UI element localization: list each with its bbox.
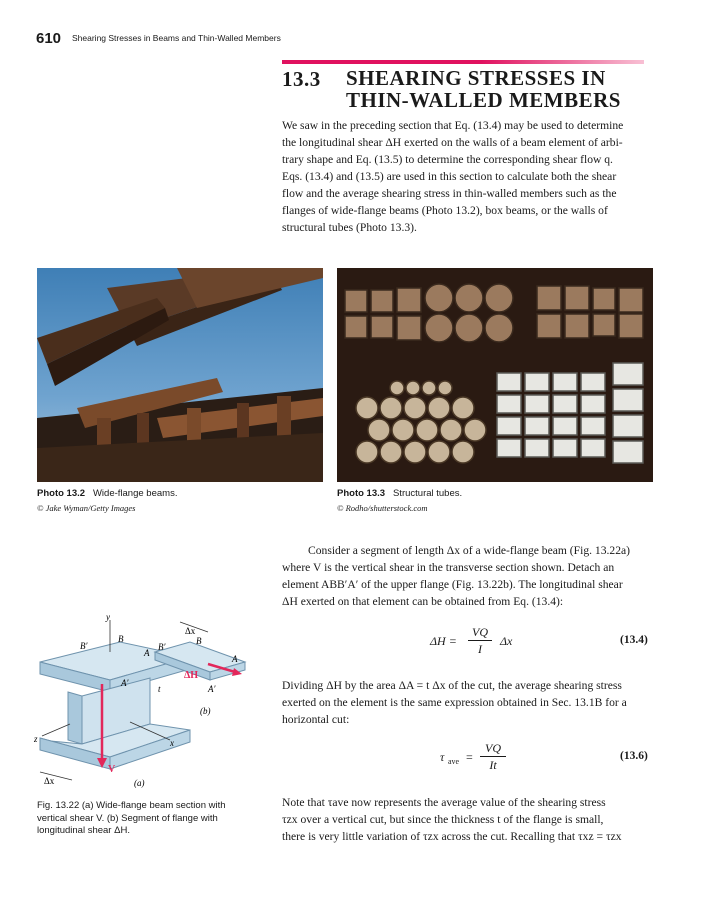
label-b-A: A — [232, 654, 238, 664]
label-dx: Δx — [44, 776, 55, 786]
page-number: 610 — [36, 30, 62, 47]
section-rule — [282, 60, 644, 64]
label-dH: ΔH — [184, 670, 199, 681]
eq-lhs: ΔH = — [430, 634, 457, 648]
text-line: Dividing ΔH by the area ΔA = t Δx of the cut, the average shearing stress — [282, 679, 622, 692]
label-b-Bp: B′ — [158, 642, 166, 652]
caption-line: vertical shear V. (b) Segment of flange with — [37, 812, 218, 824]
paragraph-4 — [282, 794, 654, 845]
eq-denominator: It — [489, 758, 497, 772]
section-number: 13.3 — [282, 67, 321, 91]
photo-wide-flange-beams — [37, 268, 323, 482]
photo-structural-tubes — [337, 268, 653, 482]
photo-13-2-credit: © Jake Wyman/Getty Images — [37, 503, 136, 513]
label-a: (a) — [134, 778, 145, 788]
label-b-Ap: A′ — [208, 684, 216, 694]
figure-caption — [37, 800, 277, 838]
photo-13-3-credit: © Rodho/shutterstock.com — [337, 503, 428, 513]
text-line: τzx over a vertical cut, but since the thickness t of the flange is small, — [282, 813, 604, 826]
label-B: B — [118, 634, 124, 644]
caption-line: longitudinal shear ΔH. — [37, 825, 130, 836]
section-title-line2: THIN-WALLED MEMBERS — [346, 88, 621, 112]
label-b-t: t — [158, 684, 161, 694]
photo-13-3-caption — [337, 488, 462, 499]
text-line: element ABB′A′ of the upper flange (Fig. 13.22b). The longitudinal shear — [282, 578, 623, 591]
label-z: z — [34, 734, 38, 744]
section-title-line1: SHEARING STRESSES IN — [346, 66, 606, 90]
text-line: Note that τave now represents the average value of the shearing stress — [282, 796, 606, 809]
eq-numerator: VQ — [472, 625, 488, 639]
equation-13-6 — [440, 741, 560, 777]
text-line: trary shape and Eq. (13.5) to determine the corresponding shear flow q. — [282, 153, 613, 166]
text-line: exerted on the element is the same expression obtained in Sec. 13.1B for a — [282, 696, 627, 709]
photo-caption-text: Wide-flange beams. — [92, 488, 178, 499]
figure-13-22 — [30, 612, 275, 792]
label-V: V — [108, 764, 116, 775]
text-line: flanges of wide-flange beams (Photo 13.2), box beams, or the walls of — [282, 204, 608, 217]
equation-number: (13.4) — [620, 634, 648, 646]
text-line: flow and the average shearing stress in thin-walled members such as the — [282, 187, 617, 200]
running-title: Shearing Stresses in Beams and Thin-Walled Members — [72, 33, 281, 43]
text-line: structural tubes (Photo 13.3). — [282, 221, 417, 234]
paragraph-2 — [282, 542, 654, 610]
eq-equals: = — [466, 750, 473, 764]
text-line: Consider a segment of length Δx of a wide-flange beam (Fig. 13.22a) — [308, 544, 631, 557]
text-line: the longitudinal shear ΔH exerted on the walls of a beam element of arbi- — [282, 136, 623, 149]
fraction-bar — [480, 756, 506, 757]
eq-subscript: ave — [448, 757, 460, 766]
label-A: A — [144, 648, 150, 658]
label-Bp: B′ — [80, 641, 88, 651]
text-line: horizontal cut: — [282, 713, 350, 726]
label-b-dx: Δx — [185, 626, 196, 636]
fraction-bar — [468, 640, 492, 641]
paragraph-3 — [282, 677, 654, 728]
text-line: where V is the vertical shear in the transverse section shown. Detach an — [282, 561, 615, 574]
structural-tubes-image — [337, 268, 653, 482]
wide-flange-beams-image — [37, 268, 323, 482]
photo-caption-text: Structural tubes. — [392, 488, 463, 499]
photo-label: Photo 13.2 — [37, 488, 86, 499]
text-line: there is very little variation of τzx across the cut. Recalling that τxz = τzx — [282, 830, 622, 843]
label-b-B: B — [196, 636, 202, 646]
eq-tau: τ — [440, 750, 445, 764]
text-line: Eqs. (13.4) and (13.5) are used in this section to calculate both the shear — [282, 170, 617, 183]
text-line: We saw in the preceding section that Eq. (13.4) may be used to determine — [282, 119, 624, 132]
label-x: x — [170, 738, 174, 748]
text-line: ΔH exerted on that element can be obtained from Eq. (13.4): — [282, 595, 564, 608]
eq-numerator: VQ — [485, 741, 501, 755]
equation-number: (13.6) — [620, 750, 648, 762]
section-title — [346, 67, 621, 111]
label-y: y — [106, 612, 110, 622]
label-b: (b) — [200, 706, 211, 716]
label-Ap: A′ — [121, 678, 129, 688]
eq-rhs: Δx — [500, 634, 513, 648]
photo-label: Photo 13.3 — [337, 488, 386, 499]
caption-line: Fig. 13.22 (a) Wide-flange beam section with — [37, 800, 226, 811]
equation-13-4 — [430, 625, 570, 661]
intro-paragraph — [282, 117, 654, 236]
eq-denominator: I — [478, 642, 482, 656]
photo-13-2-caption — [37, 488, 177, 499]
beam-diagram — [30, 612, 275, 792]
